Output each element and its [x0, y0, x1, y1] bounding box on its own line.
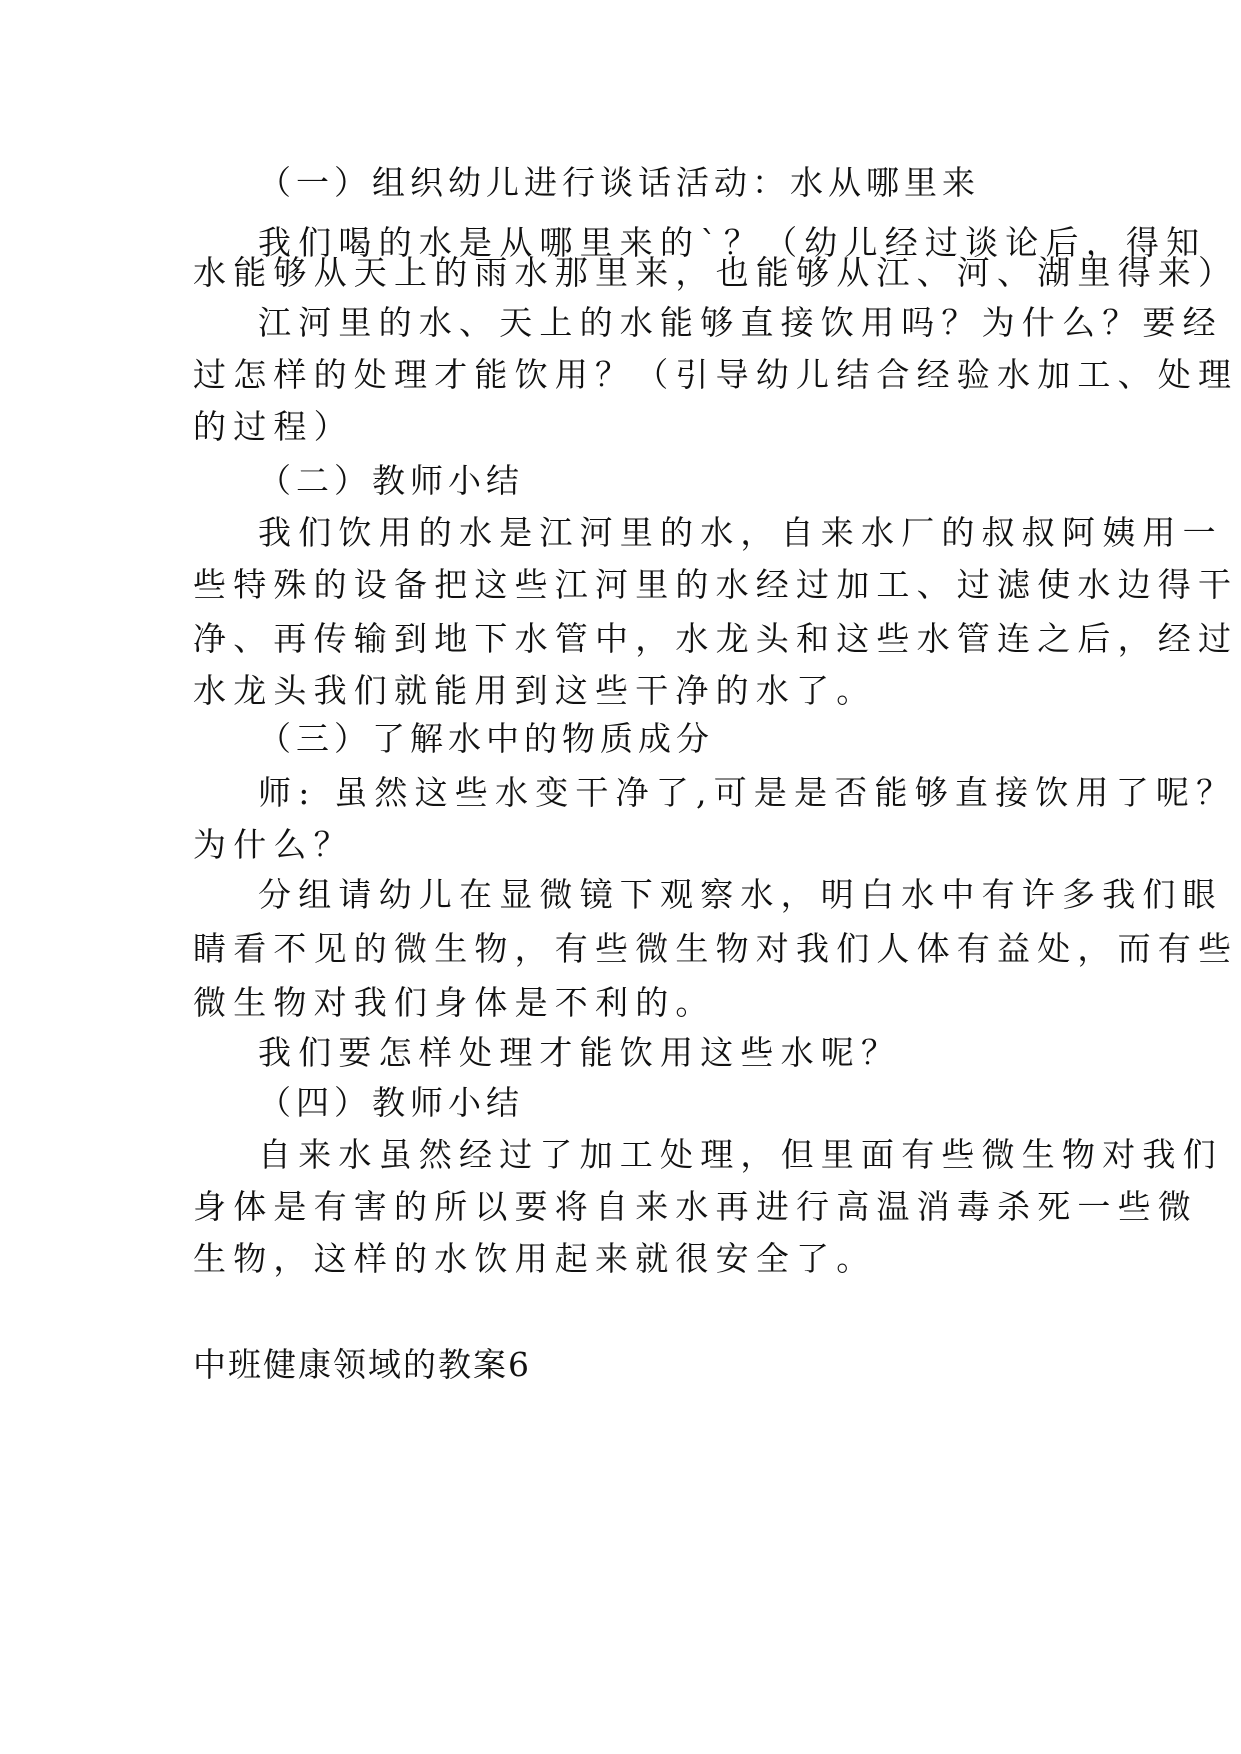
paragraph-line: 师: 虽然这些水变干净了,可是是否能够直接饮用了呢？	[258, 773, 1237, 812]
paragraph-line: 分组请幼儿在显微镜下观察水，明白水中有许多我们眼	[258, 875, 1223, 914]
section-heading-1: （一）组织幼儿进行谈话活动：水从哪里来	[258, 163, 980, 202]
section-heading-3: （三）了解水中的物质成分	[258, 719, 714, 758]
paragraph-line: 江河里的水、天上的水能够直接饮用吗？为什么？要经	[258, 303, 1223, 342]
paragraph-line: 生物，这样的水饮用起来就很安全了。	[193, 1239, 877, 1278]
section-title: 中班健康领域的教案6	[193, 1345, 531, 1384]
section-heading-2: （二）教师小结	[258, 461, 524, 500]
paragraph-line: 我们饮用的水是江河里的水，自来水厂的叔叔阿姨用一	[258, 513, 1223, 552]
paragraph-line: 为什么？	[193, 825, 354, 864]
paragraph-line: 水龙头我们就能用到这些干净的水了。	[193, 671, 877, 710]
paragraph-line: 些特殊的设备把这些江河里的水经过加工、过滤使水边得干	[193, 565, 1239, 604]
paragraph-line: 净、再传输到地下水管中，水龙头和这些水管连之后，经过	[193, 619, 1239, 658]
paragraph-line: 水能够从天上的雨水那里来，也能够从江、河、湖里得来）	[193, 253, 1239, 292]
paragraph-line: 过怎样的处理才能饮用？（引导幼儿结合经验水加工、处理	[193, 355, 1239, 394]
paragraph-line: 的过程）	[193, 407, 354, 446]
paragraph-line: 自来水虽然经过了加工处理，但里面有些微生物对我们	[258, 1135, 1223, 1174]
paragraph-line: 睛看不见的微生物，有些微生物对我们人体有益处，而有些	[193, 929, 1239, 968]
paragraph-line: 我们要怎样处理才能饮用这些水呢？	[258, 1033, 902, 1072]
paragraph-line: 微生物对我们身体是不利的。	[193, 983, 716, 1022]
paragraph-line: 我们喝的水是从哪里来的`？（幼儿经过谈论后，得知	[258, 223, 1207, 262]
section-heading-4: （四）教师小结	[258, 1083, 524, 1122]
paragraph-line: 身体是有害的所以要将自来水再进行高温消毒杀死一些微	[193, 1187, 1198, 1226]
